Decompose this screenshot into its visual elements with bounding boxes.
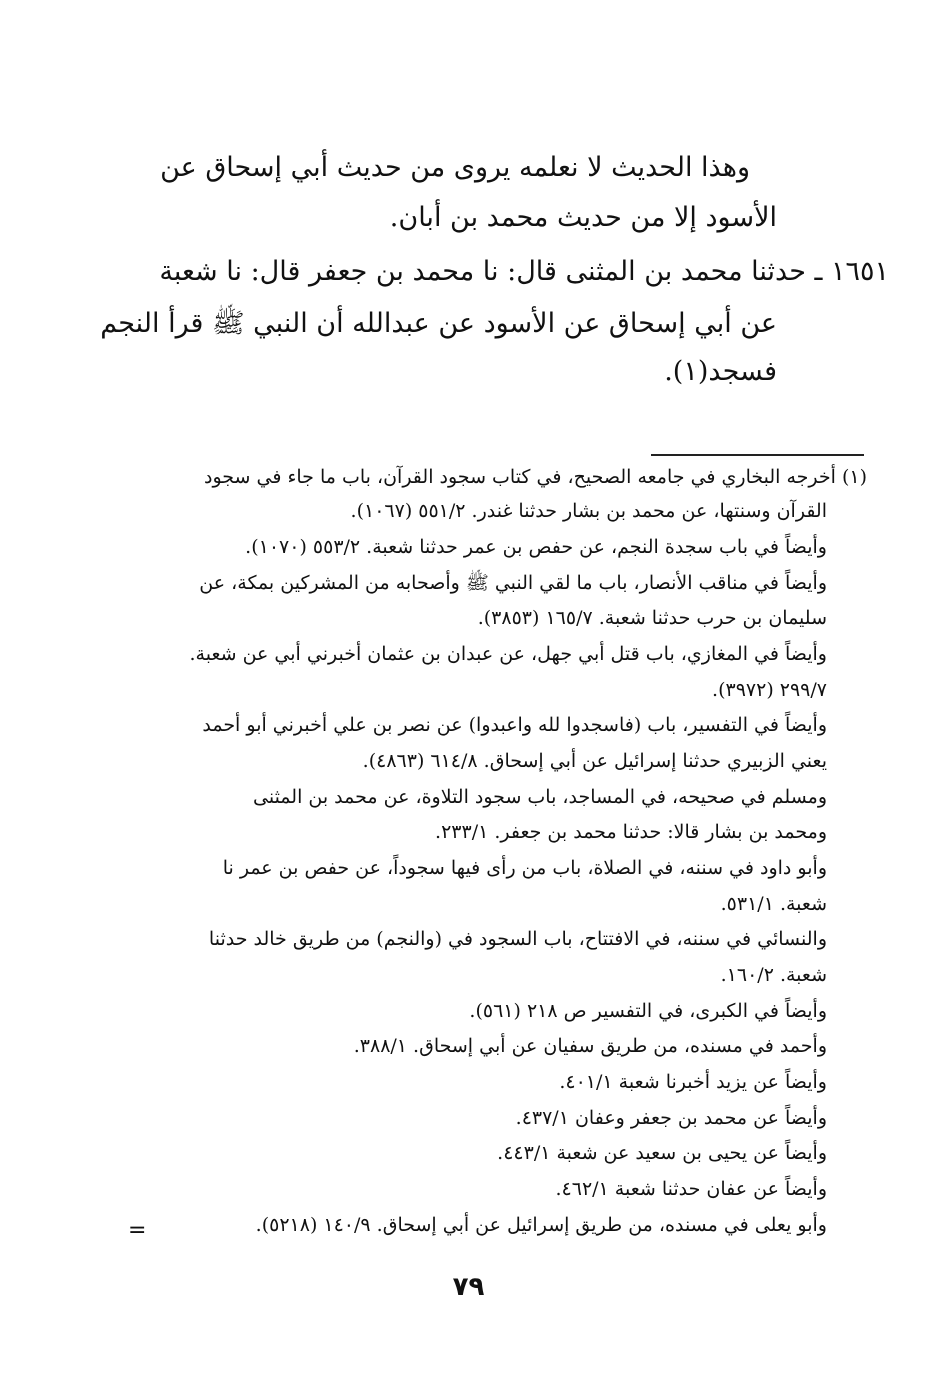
footnote-line: وأيضاً في المغازي، باب قتل أبي جهل، عن عبدان بن عثمان أخبرني أبي عن شعبة. bbox=[189, 643, 827, 665]
footnote-line: شعبة. ٥٣١/١. bbox=[720, 893, 827, 915]
main-text-line: فسجد(١). bbox=[664, 356, 777, 387]
footnote-line: وأبو داود في سننه، في الصلاة، باب من رأى فيها سجوداً، عن حفص بن عمر نا bbox=[222, 857, 827, 879]
footnote-line: وأيضاً عن محمد بن جعفر وعفان ٤٣٧/١. bbox=[515, 1107, 827, 1129]
footnote-line: يعني الزبيري حدثنا إسرائيل عن أبي إسحاق. ٦١٤/٨ (٤٨٦٣). bbox=[362, 750, 827, 772]
footnote-line: وأيضاً عن يزيد أخبرنا شعبة ٤٠١/١. bbox=[559, 1071, 827, 1093]
continuation-mark: = bbox=[128, 1218, 147, 1243]
main-text-line: وهذا الحديث لا نعلمه يروى من حديث أبي إسحاق عن bbox=[160, 152, 750, 183]
footnote-line: ٢٩٩/٧ (٣٩٧٢). bbox=[712, 679, 827, 701]
footnote-line: شعبة. ١٦٠/٢. bbox=[720, 964, 827, 986]
main-text-line: الأسود إلا من حديث محمد بن أبان. bbox=[389, 202, 777, 233]
footnote-line: وأحمد في مسنده، من طريق سفيان عن أبي إسحاق. ٣٨٨/١. bbox=[353, 1035, 827, 1057]
footnote-line: وأيضاً في مناقب الأنصار، باب ما لقي النبي ﷺ وأصحابه من المشركين بمكة، عن bbox=[199, 572, 827, 594]
footnote-line: وأيضاً عن يحيى بن سعيد عن شعبة ٤٤٣/١. bbox=[497, 1142, 827, 1164]
main-text-line: عن أبي إسحاق عن الأسود عن عبدالله أن النبي ﷺ قرأ النجم bbox=[100, 308, 777, 339]
footnote-separator bbox=[651, 454, 864, 456]
footnote-line: وأيضاً في باب سجدة النجم، عن حفص بن عمر حدثنا شعبة. ٥٥٣/٢ (١٠٧٠). bbox=[245, 536, 827, 558]
footnote-line: وأيضاً في الكبرى، في التفسير ص ٢١٨ (٥٦١). bbox=[469, 1000, 827, 1022]
hadith-1651-line: ١٦٥١ ـ حدثنا محمد بن المثنى قال: نا محمد بن جعفر قال: نا شعبة bbox=[159, 256, 889, 287]
footnote-line: وأيضاً في التفسير، باب (فاسجدوا لله واعبدوا) عن نصر بن علي أخبرني أبو أحمد bbox=[202, 714, 827, 736]
footnote-line: القرآن وسنتها، عن محمد بن بشار حدثنا غندر. ٥٥١/٢ (١٠٦٧). bbox=[350, 500, 827, 522]
footnote-line: والنسائي في سننه، في الافتتاح، باب السجود في (والنجم) من طريق خالد حدثنا bbox=[208, 928, 827, 950]
footnote-line: سليمان بن حرب حدثنا شعبة. ١٦٥/٧ (٣٨٥٣). bbox=[477, 607, 827, 629]
page-number: ٧٩ bbox=[452, 1272, 485, 1302]
footnote-line: (١) أخرجه البخاري في جامعه الصحيح، في كتاب سجود القرآن، باب ما جاء في سجود bbox=[203, 466, 867, 488]
footnote-line: ومسلم في صحيحه، في المساجد، باب سجود التلاوة، عن محمد بن المثنى bbox=[253, 786, 827, 808]
footnote-line: وأبو يعلى في مسنده، من طريق إسرائيل عن أبي إسحاق. ١٤٠/٩ (٥٢١٨). bbox=[255, 1214, 827, 1236]
footnote-line: ومحمد بن بشار قالا: حدثنا محمد بن جعفر. ٢٣٣/١. bbox=[435, 821, 827, 843]
footnote-line: وأيضاً عن عفان حدثنا شعبة ٤٦٢/١. bbox=[555, 1178, 827, 1200]
